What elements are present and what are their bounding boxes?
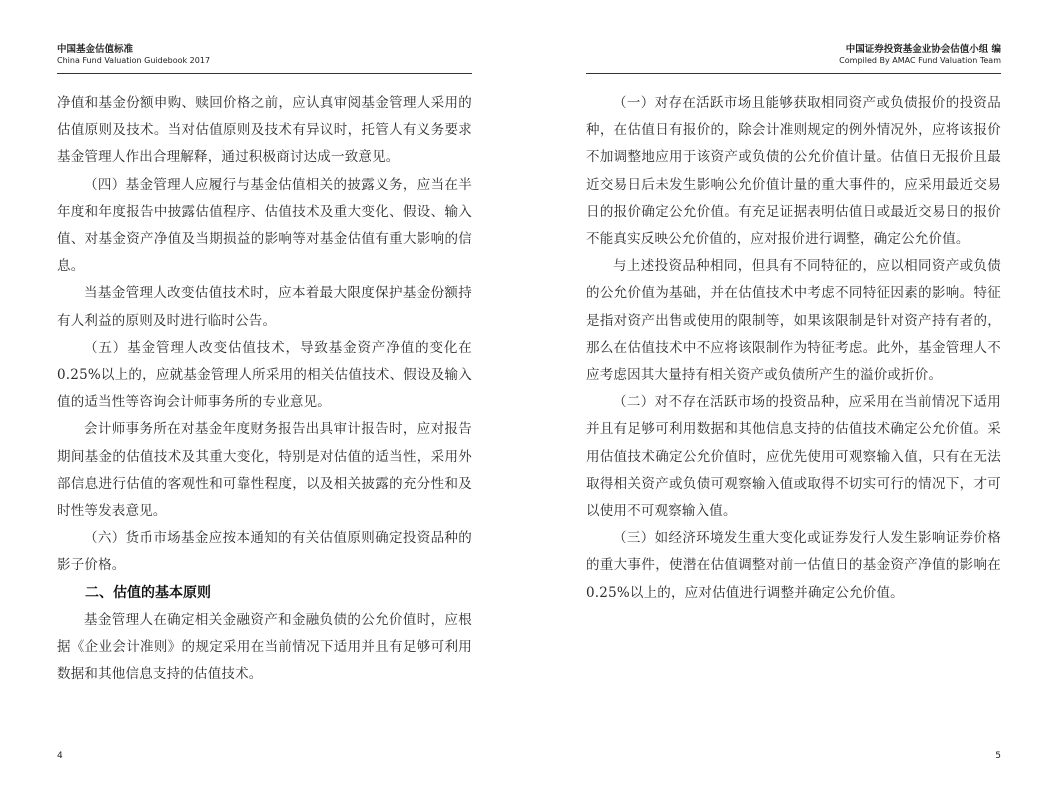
left-header-title-cn: 中国基金估值标准 bbox=[57, 44, 134, 55]
right-page bbox=[586, 0, 1001, 793]
right-page-body bbox=[586, 90, 1001, 607]
left-page bbox=[57, 0, 472, 793]
paragraph-item-1: （一）对存在活跃市场且能够获取相同资产或负债报价的投资品种，在估值日有报价的，除会计准则规定的例外情况外，应将该报价不加调整地应用于该资产或负债的公允价值计量。估值日无报价且最近交易日后未发生影响公允价值计量的重大事件的，应采用最近交易日的报价确定公允价值。有充足证据表明估值日或最近交易日的报价不能真实反映公允价值的，应对报价进行调整，确定公允价值。 bbox=[586, 95, 1001, 248]
paragraph-item-3: （三）如经济环境发生重大变化或证券发行人发生影响证券价格的重大事件，使潜在估值调整对前一估值日的基金资产净值的影响在0.25%以上的，应对估值进行调整并确定公允价值。 bbox=[586, 530, 1001, 601]
left-page-body bbox=[57, 90, 472, 688]
right-header-title-cn: 中国证券投资基金业协会估值小组 编 bbox=[845, 44, 1001, 55]
left-page-header bbox=[57, 41, 472, 74]
left-header-title-en: China Fund Valuation Guidebook 2017 bbox=[57, 56, 211, 65]
paragraph-auditor: 会计师事务所在对基金年度财务报告出具审计报告时，应对报告期间基金的估值技术及其重大变化，特别是对估值的适当性，采用外部信息进行估值的客观性和可靠性程度，以及相关披露的充分性和及时性等发表意见。 bbox=[57, 421, 472, 520]
paragraph-item-2: （二）对不存在活跃市场的投资品种，应采用在当前情况下适用并且有足够可利用数据和其他信息支持的估值技术确定公允价值。采用估值技术确定公允价值时，应优先使用可观察输入值，只有在无法取得相关资产或负债可观察输入值或取得不切实可行的情况下，才可以使用不可观察输入值。 bbox=[586, 394, 1001, 520]
paragraph-features: 与上述投资品种相同，但具有不同特征的，应以相同资产或负债的公允价值为基础，并在估值技术中考虑不同特征因素的影响。特征是指对资产出售或使用的限制等，如果该限制是针对资产持有者的，那么在估值技术中不应将该限制作为特征考虑。此外，基金管理人不应考虑因其大量持有相关资产或负债所产生的溢价或折价。 bbox=[586, 258, 1001, 384]
section-heading: 二、估值的基本原则 bbox=[85, 584, 211, 601]
right-header-title-en: Compiled By AMAC Fund Valuation Team bbox=[839, 56, 1001, 65]
paragraph-principle: 基金管理人在确定相关金融资产和金融负债的公允价值时，应根据《企业会计准则》的规定采用在当前情况下适用并且有足够可利用数据和其他信息支持的估值技术。 bbox=[57, 611, 472, 683]
page-number-left: 4 bbox=[57, 751, 63, 761]
paragraph-item-4: （四）基金管理人应履行与基金估值相关的披露义务，应当在半年度和年度报告中披露估值程序、估值技术及重大变化、假设、输入值、对基金资产净值及当期损益的影响等对基金估值有重大影响的信息。 bbox=[57, 176, 472, 275]
right-page-header bbox=[586, 41, 1001, 74]
paragraph-announcement: 当基金管理人改变估值技术时，应本着最大限度保护基金份额持有人利益的原则及时进行临时公告。 bbox=[57, 285, 472, 329]
paragraph-item-5: （五）基金管理人改变估值技术，导致基金资产净值的变化在0.25%以上的，应就基金管理人所采用的相关估值技术、假设及输入值的适当性等咨询会计师事务所的专业意见。 bbox=[57, 339, 472, 411]
paragraph-item-6: （六）货币市场基金应按本通知的有关估值原则确定投资品种的影子价格。 bbox=[57, 530, 472, 574]
page-number-right: 5 bbox=[995, 751, 1001, 761]
paragraph-continued: 净值和基金份额申购、赎回价格之前，应认真审阅基金管理人采用的估值原则及技术。当对估值原则及技术有异议时，托管人有义务要求基金管理人作出合理解释，通过积极商讨达成一致意见。 bbox=[57, 95, 472, 166]
